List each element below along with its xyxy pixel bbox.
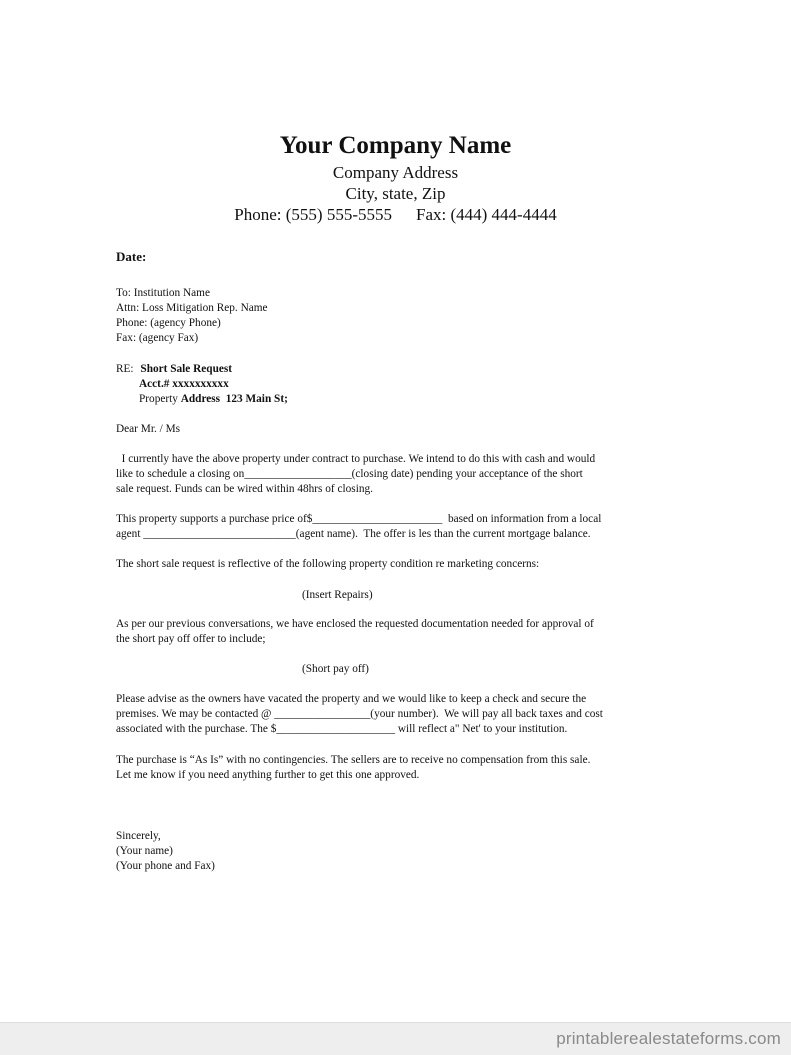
recipient-attn: Attn: Loss Mitigation Rep. Name (116, 302, 268, 314)
paragraph-line: agent ___________________________(agent name). The offer is les than the current mortgage balance. (116, 528, 591, 540)
short-pay-off-placeholder: (Short pay off) (302, 663, 369, 675)
paragraph-line: associated with the purchase. The $_____________________ will reflect a" Net' to your institution. (116, 723, 568, 735)
company-name: Your Company Name (279, 132, 512, 159)
recipient-fax: Fax: (agency Fax) (116, 332, 199, 344)
paragraph-line: I currently have the above property under contract to purchase. We intend to do this with cash and would (116, 453, 596, 465)
date-label: Date: (116, 249, 147, 264)
re-line (116, 362, 232, 377)
re-property-line (139, 392, 288, 407)
paragraph-line: sale request. Funds can be wired within 48hrs of closing. (116, 483, 373, 495)
watermark-text: printablerealestateforms.com (556, 1029, 781, 1048)
company-phone-fax-line (0, 205, 791, 225)
paragraph-line: Please advise as the owners have vacated the property and we would like to keep a check and secure the (116, 693, 587, 705)
re-property-address: Address 123 Main St; (180, 393, 288, 405)
paragraph-line: The short sale request is reflective of the following property condition re marketing concerns: (116, 558, 540, 570)
closing-contact: (Your phone and Fax) (116, 860, 215, 872)
re-subject: Short Sale Request (140, 363, 233, 375)
paragraph-line: premises. We may be contacted @ _________________(your number). We will pay all back taxes and cost (116, 708, 603, 720)
recipient-to: To: Institution Name (116, 287, 210, 299)
company-fax: Fax: (444) 444-4444 (416, 205, 557, 224)
re-property-prefix: Property (139, 393, 178, 405)
closing-sincerely: Sincerely, (116, 830, 161, 842)
paragraph-line: like to schedule a closing on___________________(closing date) pending your acceptance of the short (116, 468, 583, 480)
re-label: RE: (116, 363, 134, 375)
insert-repairs-placeholder: (Insert Repairs) (302, 589, 373, 601)
recipient-phone: Phone: (agency Phone) (116, 317, 221, 329)
closing-name: (Your name) (116, 845, 173, 857)
paragraph-line: This property supports a purchase price of$_______________________ based on information from a local (116, 513, 602, 525)
salutation: Dear Mr. / Ms (116, 423, 181, 435)
company-phone: Phone: (555) 555-5555 (234, 205, 392, 224)
paragraph-line: The purchase is “As Is” with no contingencies. The sellers are to receive no compensation from this sale. (116, 754, 591, 766)
paragraph-line: the short pay off offer to include; (116, 633, 266, 645)
paragraph-line: Let me know if you need anything further to get this one approved. (116, 769, 420, 781)
watermark-bar (0, 1022, 791, 1055)
paragraph-line: As per our previous conversations, we have enclosed the requested documentation needed for approval of (116, 618, 594, 630)
re-account: Acct.# xxxxxxxxxx (139, 378, 229, 390)
company-city-state-zip: City, state, Zip (345, 184, 446, 203)
company-address: Company Address (332, 163, 459, 182)
